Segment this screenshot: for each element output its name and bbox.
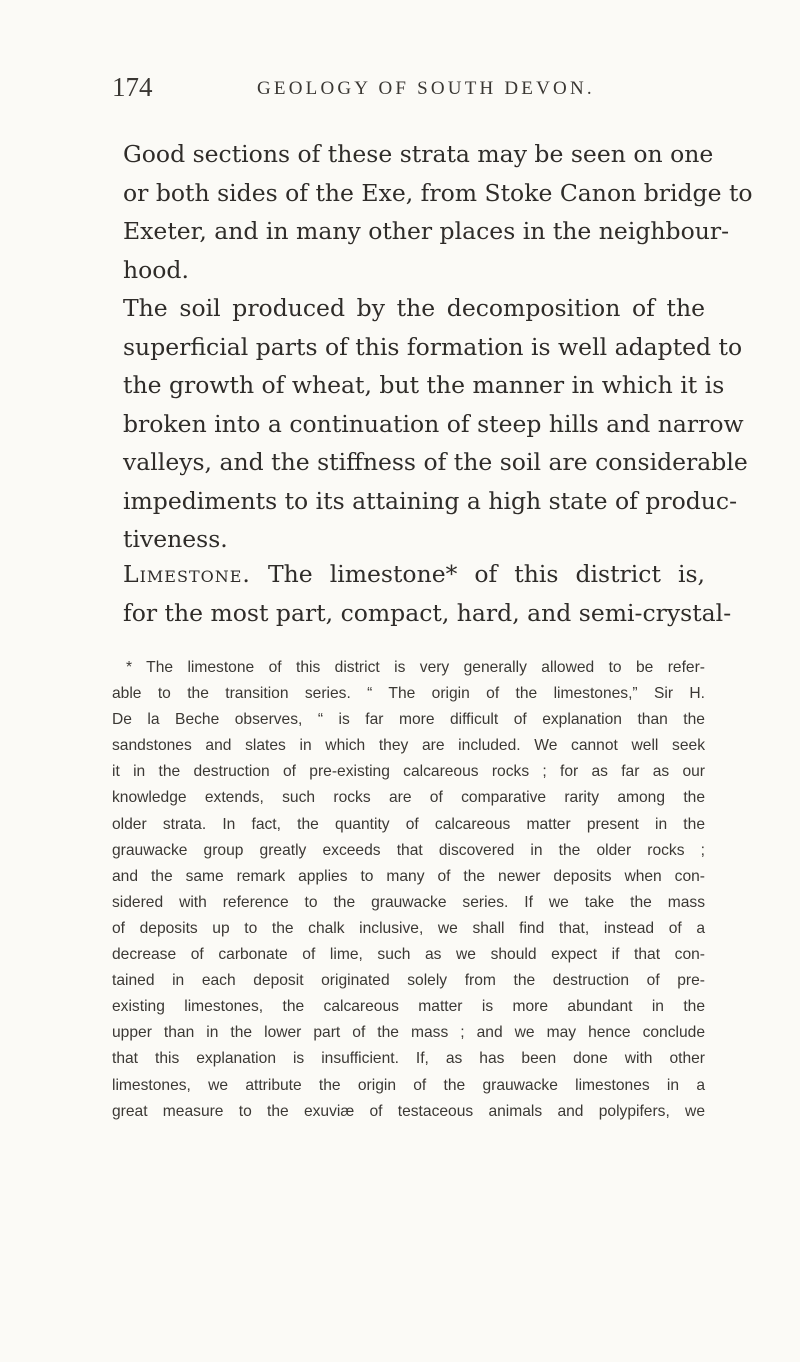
text-run: The limestone* of this district is, [267,560,705,588]
footnote-line: of deposits up to the chalk inclusive, we shall find that, instead of a [112,919,705,937]
footnote-line: decrease of carbonate of lime, such as we should expect if that con- [112,946,705,964]
page-number: 174 [112,72,153,102]
footnote-line: tained in each deposit originated solely from the destruction of pre- [112,972,705,990]
footnote-line: and the same remark applies to many of the newer deposits when con- [112,867,705,885]
footnote-line: De la Beche observes, “ is far more difficult of explanation than the [112,711,705,729]
running-head [112,72,702,112]
section-heading-limestone: Limestone. [123,560,251,588]
text-line: Exeter, and in many other places in the neighbour- [123,217,730,245]
footnote-line: limestones, we attribute the origin of the grauwacke limestones in a [112,1076,705,1094]
footnote-line: older strata. In fact, the quantity of calcareous matter present in the [112,815,705,833]
paragraph-exe-sections [123,135,753,289]
text-line: for the most part, compact, hard, and semi-crystal- [123,598,732,627]
text-line: The soil produced by the decomposition of the [123,294,705,322]
footnote-line: sandstones and slates in which they are included. We cannot well seek [112,737,705,755]
text-line: superficial parts of this formation is well adapted to [123,332,743,361]
footnote-line: sidered with reference to the grauwacke series. If we take the mass [112,893,705,911]
footnote-line: knowledge extends, such rocks are of comparative rarity among the [112,789,705,807]
text-line: the growth of wheat, but the manner in which it is [123,371,725,399]
footnote-line: upper than in the lower part of the mass ; and we may hence conclude [112,1024,705,1042]
text-line: tiveness. [123,525,228,553]
paragraph-soil [123,289,748,559]
footnote-line: existing limestones, the calcareous matter is more abundant in the [112,998,705,1016]
footnote-line: grauwacke group greatly exceeds that discovered in the older rocks ; [112,841,705,859]
text-line: or both sides of the Exe, from Stoke Canon bridge to [123,178,753,207]
footnote-line: it in the destruction of pre-existing calcareous rocks ; for as far as our [112,763,705,781]
paragraph-limestone [123,555,732,632]
text-line: hood. [123,255,189,284]
footnote-line: * The limestone of this district is very generally allowed to be refer- [126,659,705,676]
footnote-line: great measure to the exuviæ of testaceous animals and polypifers, we [112,1102,705,1120]
text-line: Good sections of these strata may be seen on one [123,140,714,168]
text-line: broken into a continuation of steep hills and narrow [123,409,744,438]
text-line: impediments to its attaining a high state of produc- [123,486,738,515]
text-line [123,555,705,594]
running-title: GEOLOGY OF SOUTH DEVON. [257,78,595,99]
footnote-line: that this explanation is insufficient. If, as has been done with other [112,1050,705,1068]
footnote [112,655,705,1125]
text-line: valleys, and the stiffness of the soil are considerable [123,448,748,476]
footnote-line: able to the transition series. “ The origin of the limestones,” Sir H. [112,685,705,703]
